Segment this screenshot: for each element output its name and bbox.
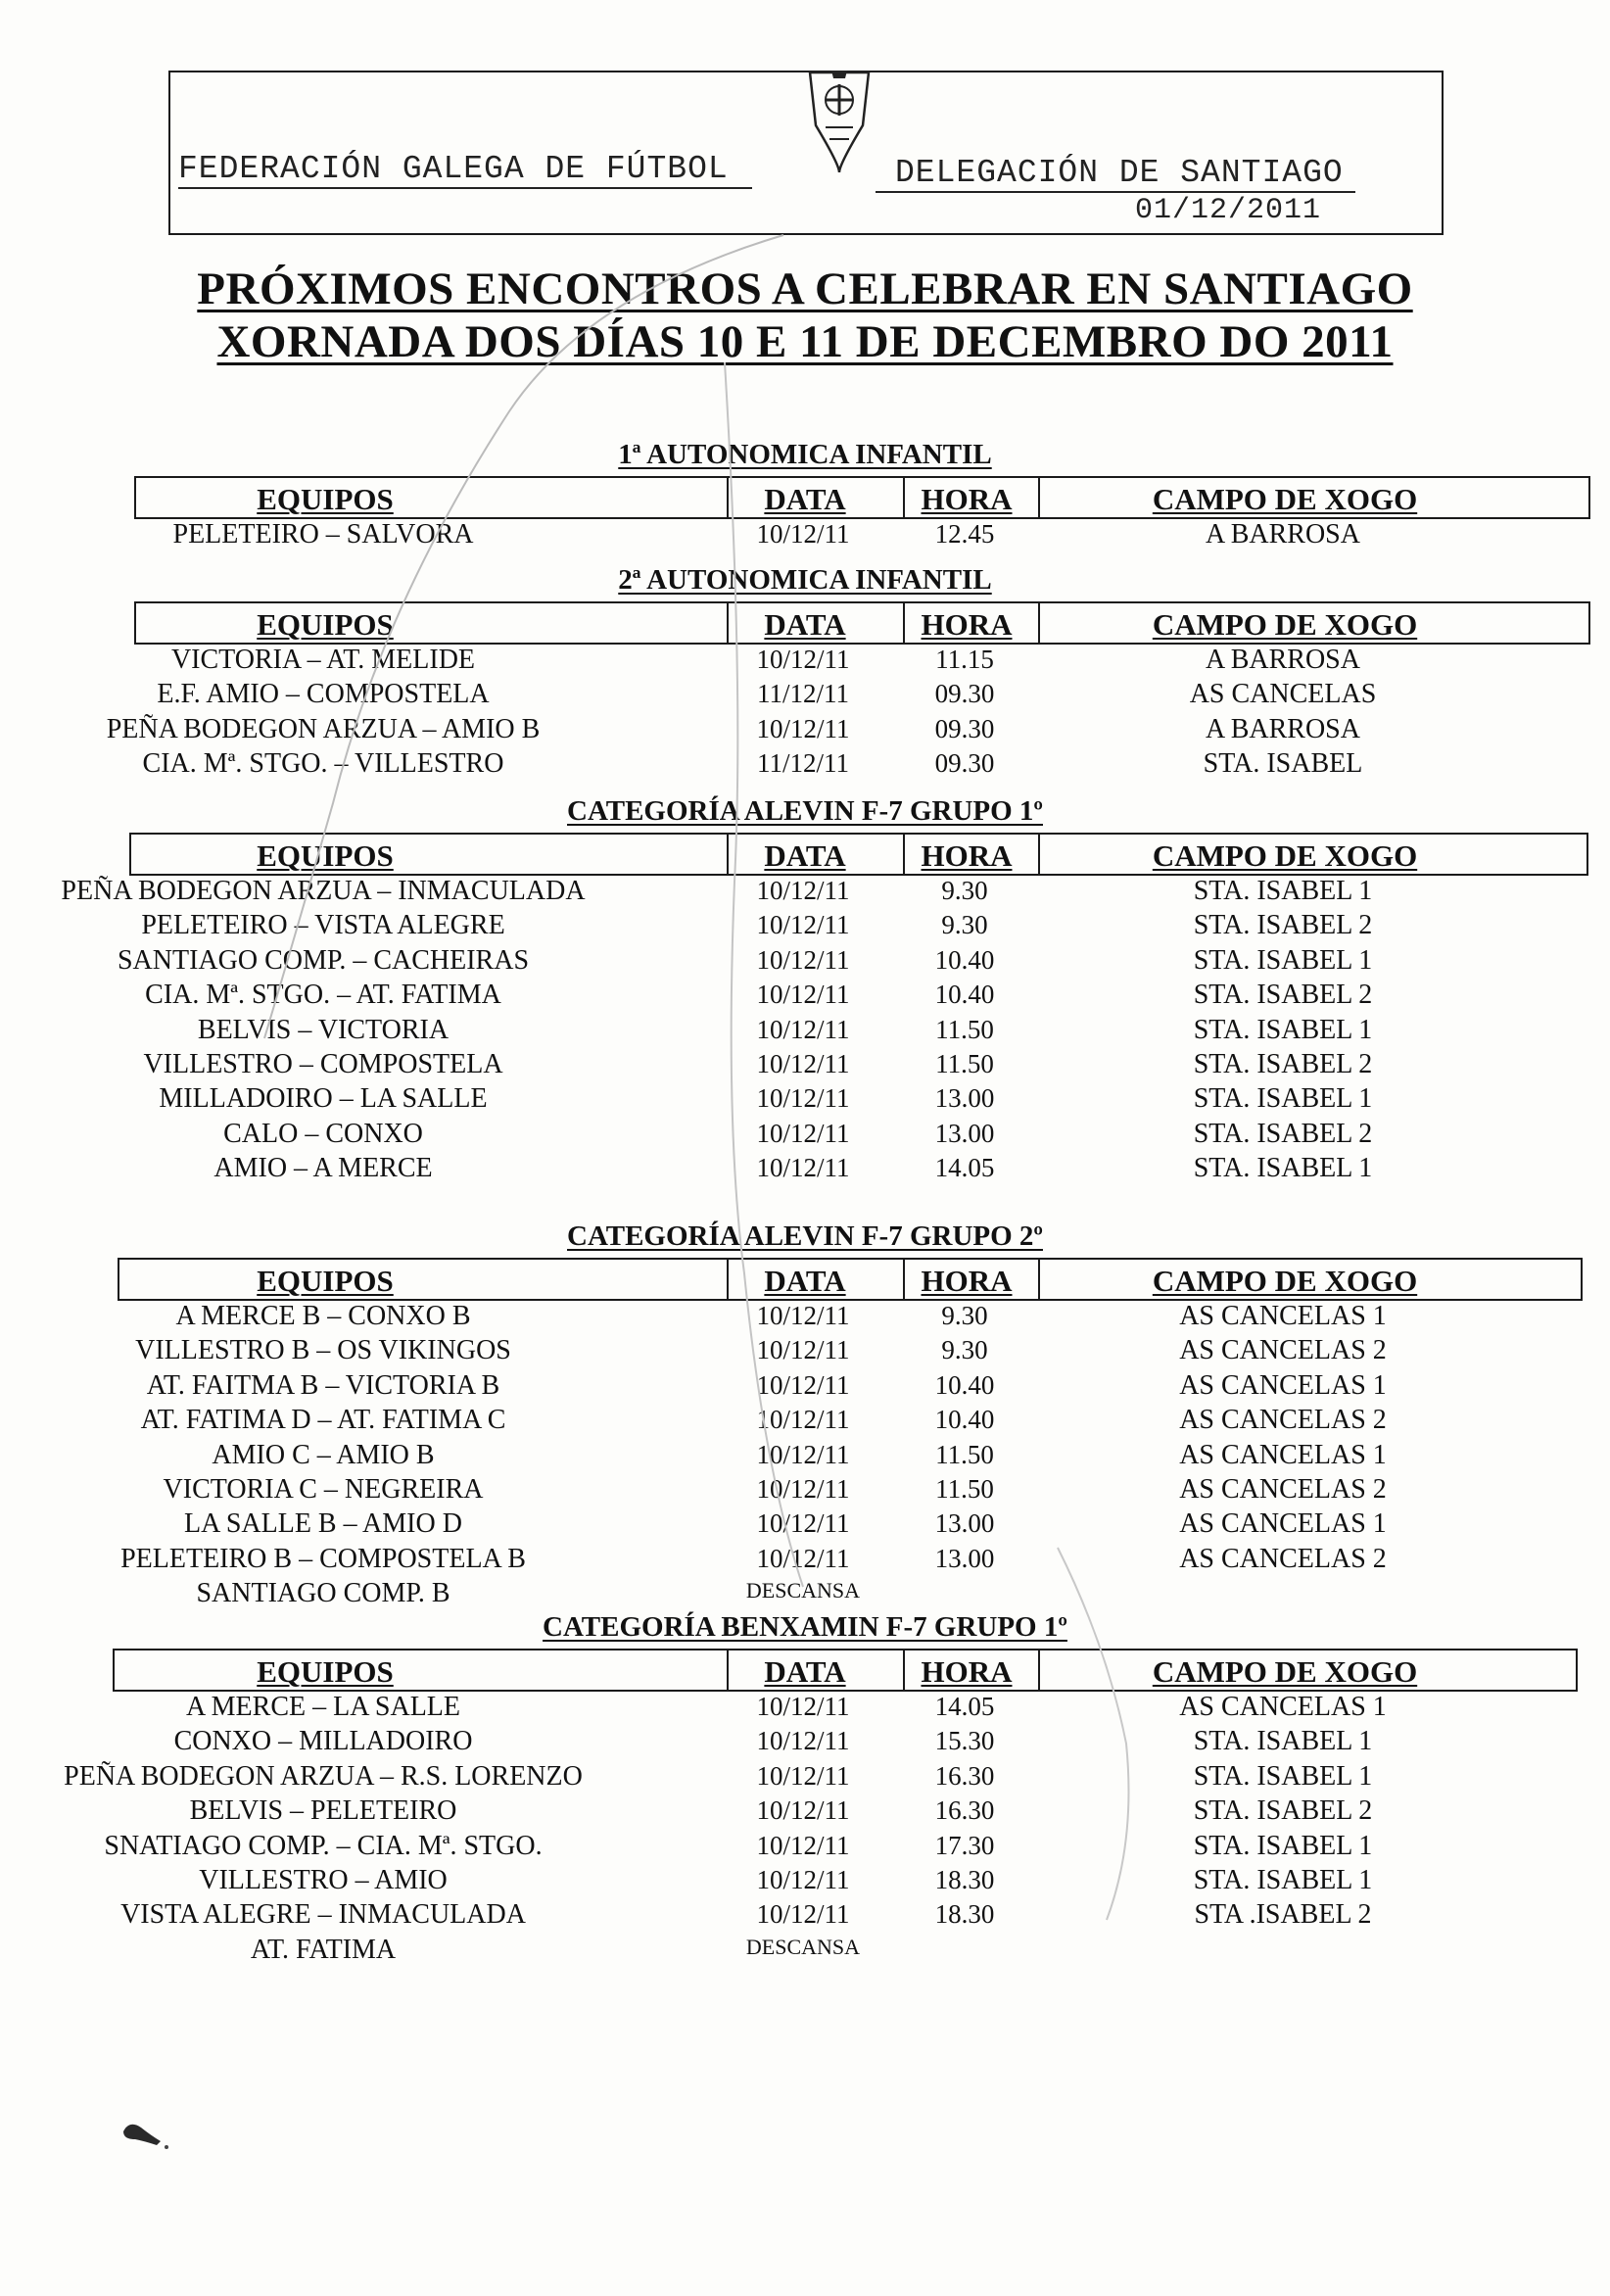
- match-time: 16.30: [934, 1760, 995, 1791]
- time-column-header: HORA: [921, 1264, 1013, 1298]
- match-row: [0, 1119, 1610, 1153]
- column-divider: [727, 835, 729, 874]
- match-row: [0, 1795, 1610, 1830]
- match-date: 10/12/11: [756, 1049, 850, 1078]
- match-date: 10/12/11: [756, 1508, 850, 1539]
- match-teams: LA SALLE B – AMIO D: [184, 1508, 462, 1540]
- match-teams: AMIO C – AMIO B: [212, 1439, 435, 1470]
- match-field: STA. ISABEL 1: [1193, 1153, 1373, 1184]
- match-teams: VISTA ALEGRE – INMACULADA: [120, 1899, 526, 1931]
- field-column-header: CAMPO DE XOGO: [1152, 607, 1418, 642]
- column-header-row: [134, 601, 1590, 645]
- match-teams: BELVIS – VICTORIA: [197, 1014, 450, 1045]
- teams-column-header: EQUIPOS: [257, 838, 394, 873]
- match-row: [0, 645, 1610, 679]
- teams-column-header: EQUIPOS: [257, 482, 394, 516]
- match-field: AS CANCELAS 1: [1179, 1439, 1387, 1470]
- match-field: AS CANCELAS 1: [1179, 1301, 1387, 1331]
- match-date: 10/12/11: [756, 1726, 850, 1756]
- match-row: [0, 1405, 1610, 1439]
- match-field: STA. ISABEL 2: [1193, 1049, 1373, 1079]
- match-teams: PELETEIRO B – COMPOSTELA B: [120, 1543, 526, 1574]
- match-time: 11.50: [935, 1474, 994, 1504]
- match-row: [0, 876, 1610, 910]
- match-row: [0, 679, 1610, 713]
- match-field: AS CANCELAS 1: [1179, 1508, 1387, 1540]
- time-column-header: HORA: [921, 1654, 1013, 1689]
- match-date: DESCANSA: [745, 1934, 861, 1959]
- section-title: 2ª AUTONOMICA INFANTIL: [618, 564, 992, 596]
- match-date: 10/12/11: [756, 1405, 850, 1435]
- match-field: STA. ISABEL 1: [1193, 876, 1373, 906]
- match-field: STA. ISABEL 2: [1193, 910, 1373, 941]
- match-row: [0, 1474, 1610, 1508]
- match-field: AS CANCELAS 2: [1179, 1543, 1387, 1574]
- match-row: [0, 1692, 1610, 1726]
- match-teams: VILLESTRO – COMPOSTELA: [143, 1049, 503, 1079]
- time-column-header: HORA: [921, 838, 1013, 873]
- section-title: CATEGORÍA BENXAMIN F-7 GRUPO 1º: [543, 1611, 1067, 1643]
- match-teams: SANTIAGO COMP. – CACHEIRAS: [117, 944, 530, 976]
- date-column-header: DATA: [764, 482, 846, 516]
- match-row: [0, 1508, 1610, 1543]
- column-divider: [727, 1650, 729, 1690]
- match-field: STA .ISABEL 2: [1194, 1899, 1372, 1931]
- match-teams: VICTORIA – AT. MELIDE: [170, 645, 476, 675]
- match-date: 10/12/11: [756, 1083, 850, 1114]
- federation-crest-icon: [802, 67, 876, 174]
- match-row: [0, 1935, 1610, 1969]
- column-divider: [903, 478, 905, 517]
- match-date: 10/12/11: [756, 1153, 850, 1183]
- match-date: 10/12/11: [756, 645, 850, 674]
- match-teams: SANTIAGO COMP. B: [196, 1578, 450, 1609]
- match-time: 9.30: [941, 1301, 988, 1330]
- column-divider: [727, 478, 729, 517]
- match-field: AS CANCELAS 2: [1179, 1405, 1387, 1436]
- match-teams: VICTORIA C – NEGREIRA: [163, 1474, 484, 1505]
- match-date: 11/12/11: [757, 748, 849, 779]
- match-row: [0, 1083, 1610, 1118]
- match-row: [0, 945, 1610, 980]
- match-date: 10/12/11: [756, 1335, 850, 1365]
- match-teams: MILLADOIRO – LA SALLE: [159, 1083, 488, 1115]
- match-field: STA. ISABEL 1: [1193, 1014, 1373, 1045]
- match-date: 10/12/11: [756, 519, 850, 549]
- match-teams: A MERCE – LA SALLE: [185, 1692, 460, 1722]
- match-date: 10/12/11: [756, 1474, 850, 1504]
- match-field: STA. ISABEL 2: [1193, 980, 1373, 1011]
- match-teams: BELVIS – PELETEIRO: [189, 1795, 457, 1827]
- match-time: 10.40: [934, 1405, 995, 1435]
- match-time: 14.05: [934, 1692, 995, 1721]
- match-time: 18.30: [934, 1865, 995, 1894]
- page-title: PRÓXIMOS ENCONTROS A CELEBRAR EN SANTIAGO: [197, 263, 1413, 314]
- match-field: AS CANCELAS 1: [1179, 1369, 1387, 1401]
- match-time: 11.50: [935, 1049, 994, 1078]
- date-column-header: DATA: [764, 1654, 846, 1689]
- column-divider: [1038, 603, 1040, 643]
- ink-mark: [118, 2116, 176, 2155]
- match-date: 10/12/11: [756, 1014, 850, 1044]
- match-row: [0, 1153, 1610, 1187]
- match-field: AS CANCELAS 1: [1179, 1692, 1387, 1722]
- match-date: 10/12/11: [756, 876, 850, 905]
- match-time: 10.40: [934, 944, 995, 975]
- section-title: 1ª AUTONOMICA INFANTIL: [618, 439, 992, 470]
- match-time: 11.50: [935, 1439, 994, 1469]
- match-row: [0, 1335, 1610, 1369]
- match-row: [0, 1899, 1610, 1934]
- column-divider: [727, 603, 729, 643]
- match-time: 13.00: [934, 1118, 995, 1148]
- match-time: 09.30: [934, 713, 995, 743]
- match-field: AS CANCELAS 2: [1179, 1335, 1387, 1366]
- match-row: [0, 1301, 1610, 1335]
- section-title: CATEGORÍA ALEVIN F-7 GRUPO 2º: [567, 1220, 1043, 1252]
- match-field: STA. ISABEL 2: [1193, 1118, 1373, 1149]
- match-time: 16.30: [934, 1795, 995, 1826]
- match-date: 10/12/11: [756, 944, 850, 975]
- match-field: A BARROSA: [1206, 519, 1360, 550]
- match-row: [0, 1440, 1610, 1474]
- match-date: 10/12/11: [756, 713, 850, 743]
- match-time: 13.00: [934, 1543, 995, 1573]
- field-column-header: CAMPO DE XOGO: [1152, 1264, 1418, 1298]
- match-date: 10/12/11: [756, 1118, 850, 1148]
- match-time: 9.30: [941, 876, 988, 905]
- match-date: 10/12/11: [756, 1439, 850, 1469]
- field-column-header: CAMPO DE XOGO: [1152, 838, 1418, 873]
- column-divider: [903, 835, 905, 874]
- match-field: A BARROSA: [1206, 645, 1360, 675]
- match-time: 17.30: [934, 1830, 995, 1860]
- match-teams: VILLESTRO B – OS VIKINGOS: [135, 1335, 511, 1366]
- match-date: 10/12/11: [756, 1692, 850, 1721]
- match-time: 09.30: [934, 748, 995, 779]
- match-time: 9.30: [941, 1335, 988, 1365]
- date-column-header: DATA: [764, 1264, 846, 1298]
- match-row: [0, 714, 1610, 748]
- match-date: 10/12/11: [756, 1795, 850, 1826]
- section-title: CATEGORÍA ALEVIN F-7 GRUPO 1º: [567, 795, 1043, 827]
- match-row: [0, 1049, 1610, 1083]
- match-time: 14.05: [934, 1153, 995, 1183]
- match-date: 10/12/11: [756, 1369, 850, 1400]
- column-divider: [1038, 478, 1040, 517]
- column-divider: [903, 1650, 905, 1690]
- match-date: 10/12/11: [756, 1760, 850, 1791]
- federation-name: FEDERACIÓN GALEGA DE FÚTBOL: [178, 151, 752, 189]
- column-header-row: [129, 833, 1588, 876]
- match-row: [0, 1726, 1610, 1760]
- match-teams: VILLESTRO – AMIO: [199, 1865, 448, 1895]
- match-row: [0, 748, 1610, 783]
- match-time: 18.30: [934, 1899, 995, 1930]
- issue-date: 01/12/2011: [1135, 194, 1322, 227]
- match-teams: PEÑA BODEGON ARZUA – R.S. LORENZO: [64, 1760, 583, 1792]
- match-field: STA. ISABEL: [1203, 748, 1363, 780]
- match-teams: CONXO – MILLADOIRO: [173, 1726, 473, 1757]
- match-time: 10.40: [934, 980, 995, 1010]
- match-time: 10.40: [934, 1369, 995, 1400]
- date-column-header: DATA: [764, 607, 846, 642]
- match-teams: AT. FAITMA B – VICTORIA B: [146, 1369, 500, 1401]
- column-divider: [1038, 1260, 1040, 1299]
- column-header-row: [134, 476, 1590, 519]
- match-field: STA. ISABEL 1: [1193, 1830, 1373, 1861]
- match-row: [0, 1578, 1610, 1612]
- match-field: STA. ISABEL 1: [1193, 1760, 1373, 1792]
- match-time: 09.30: [934, 679, 995, 709]
- match-time: 12.45: [934, 519, 995, 549]
- match-date: 10/12/11: [756, 1899, 850, 1930]
- match-date: 10/12/11: [756, 1830, 850, 1860]
- match-teams: CALO – CONXO: [223, 1118, 423, 1149]
- match-teams: CIA. Mª. STGO. – AT. FATIMA: [145, 980, 501, 1011]
- match-field: AS CANCELAS: [1189, 679, 1377, 710]
- delegation-name: DELEGACIÓN DE SANTIAGO: [876, 155, 1355, 193]
- match-row: [0, 519, 1610, 553]
- teams-column-header: EQUIPOS: [257, 1654, 394, 1689]
- match-row: [0, 1370, 1610, 1405]
- match-row: [0, 1544, 1610, 1578]
- match-date: 10/12/11: [756, 1301, 850, 1330]
- match-date: 11/12/11: [757, 679, 849, 709]
- field-column-header: CAMPO DE XOGO: [1152, 1654, 1418, 1689]
- column-divider: [727, 1260, 729, 1299]
- match-row: [0, 910, 1610, 944]
- match-time: 11.15: [935, 645, 994, 674]
- column-divider: [1038, 1650, 1040, 1690]
- teams-column-header: EQUIPOS: [257, 607, 394, 642]
- column-divider: [1038, 835, 1040, 874]
- match-time: 11.50: [935, 1014, 994, 1044]
- match-field: STA. ISABEL 1: [1193, 1083, 1373, 1115]
- match-row: [0, 1831, 1610, 1865]
- match-field: A BARROSA: [1206, 713, 1360, 744]
- column-divider: [903, 1260, 905, 1299]
- match-teams: AT. FATIMA D – AT. FATIMA C: [140, 1405, 506, 1436]
- letterhead: [168, 71, 1444, 235]
- time-column-header: HORA: [921, 482, 1013, 516]
- match-date: 10/12/11: [756, 1865, 850, 1894]
- time-column-header: HORA: [921, 607, 1013, 642]
- teams-column-header: EQUIPOS: [257, 1264, 394, 1298]
- column-header-row: [118, 1258, 1583, 1301]
- match-teams: PEÑA BODEGON ARZUA – AMIO B: [106, 713, 541, 744]
- match-row: [0, 1015, 1610, 1049]
- match-field: STA. ISABEL 2: [1193, 1795, 1373, 1827]
- match-field: AS CANCELAS 2: [1179, 1474, 1387, 1505]
- match-row: [0, 1761, 1610, 1795]
- match-date: DESCANSA: [745, 1578, 861, 1603]
- match-date: 10/12/11: [756, 980, 850, 1010]
- column-header-row: [113, 1649, 1578, 1692]
- match-teams: PEÑA BODEGON ARZUA – INMACULADA: [61, 876, 586, 906]
- match-date: 10/12/11: [756, 1543, 850, 1573]
- match-teams: CIA. Mª. STGO. – VILLESTRO: [142, 748, 504, 780]
- match-teams: PELETEIRO – SALVORA: [172, 519, 474, 550]
- match-field: STA. ISABEL 1: [1193, 944, 1373, 976]
- match-date: 10/12/11: [756, 910, 850, 940]
- column-divider: [903, 603, 905, 643]
- match-teams: AMIO – A MERCE: [213, 1153, 433, 1184]
- match-time: 15.30: [934, 1726, 995, 1756]
- match-teams: E.F. AMIO – COMPOSTELA: [157, 679, 490, 710]
- match-teams: PELETEIRO – VISTA ALEGRE: [141, 910, 505, 941]
- date-column-header: DATA: [764, 838, 846, 873]
- field-column-header: CAMPO DE XOGO: [1152, 482, 1418, 516]
- match-row: [0, 1865, 1610, 1899]
- match-time: 13.00: [934, 1083, 995, 1114]
- match-teams: A MERCE B – CONXO B: [175, 1301, 471, 1331]
- match-row: [0, 980, 1610, 1014]
- match-teams: AT. FATIMA: [250, 1934, 397, 1965]
- match-time: 9.30: [941, 910, 988, 940]
- match-field: STA. ISABEL 1: [1193, 1865, 1373, 1895]
- match-time: 13.00: [934, 1508, 995, 1539]
- match-teams: SNATIAGO COMP. – CIA. Mª. STGO.: [104, 1830, 543, 1861]
- page-subtitle: XORNADA DOS DÍAS 10 E 11 DE DECEMBRO DO 2011: [216, 316, 1394, 367]
- match-field: STA. ISABEL 1: [1193, 1726, 1373, 1757]
